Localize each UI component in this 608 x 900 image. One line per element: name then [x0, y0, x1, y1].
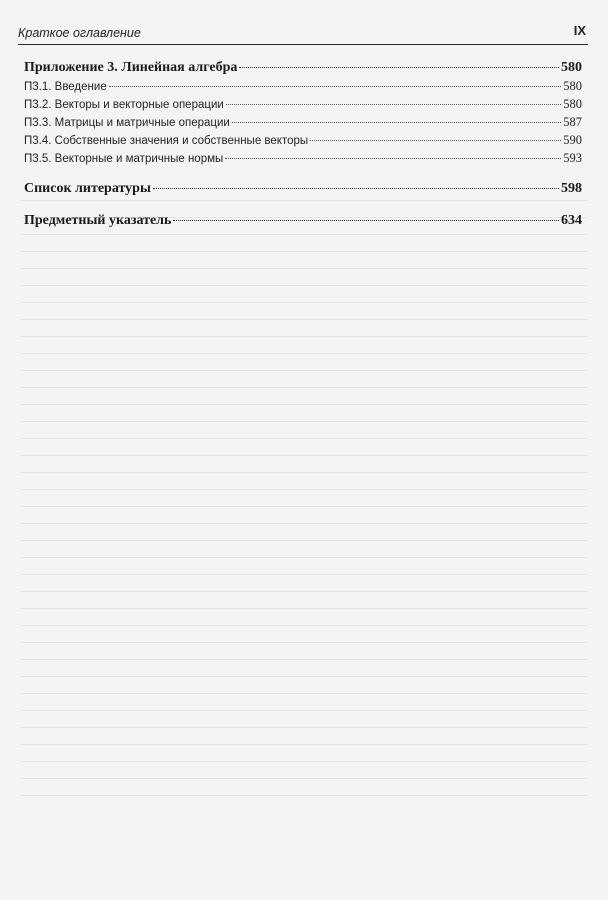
toc-entry-section[interactable]: [24, 96, 582, 114]
running-header: [18, 22, 588, 45]
toc-entry-section[interactable]: [24, 114, 582, 132]
toc-entry-label: П3.2. Векторы и векторные операции: [24, 99, 224, 111]
page-number: IX: [573, 23, 586, 38]
running-header-title: Краткое оглавление: [18, 26, 141, 40]
toc-entry-label: Предметный указатель: [24, 213, 172, 228]
dot-leader: [310, 140, 561, 141]
dot-leader: [109, 86, 562, 87]
toc-entry-page: 598: [561, 181, 582, 196]
dot-leader: [173, 220, 559, 221]
bleed-through-texture: [20, 200, 588, 860]
toc-entry-page: 580: [563, 79, 582, 93]
toc-entry-references[interactable]: [24, 178, 582, 200]
toc-entry-label: П3.5. Векторные и матричные нормы: [24, 153, 224, 165]
toc-entry-appendix[interactable]: [24, 58, 582, 78]
toc-entry-page: 593: [563, 151, 582, 165]
toc-entry-section[interactable]: [24, 150, 582, 168]
toc-entry-index[interactable]: [24, 210, 582, 232]
dot-leader: [239, 67, 559, 68]
toc-entry-label: П3.4. Собственные значения и собственные векторы: [24, 135, 309, 147]
toc-entry-section[interactable]: [24, 132, 582, 150]
toc-entry-page: 587: [563, 115, 582, 129]
dot-leader: [232, 122, 561, 123]
dot-leader: [153, 188, 559, 189]
toc-entry-label: Приложение 3. Линейная алгебра: [24, 60, 238, 75]
toc-entry-label: Список литературы: [24, 181, 151, 196]
toc-entry-label: П3.1. Введение: [24, 81, 107, 93]
toc-entry-section[interactable]: [24, 78, 582, 96]
toc-entry-label: П3.3. Матрицы и матричные операции: [24, 117, 230, 129]
toc-entry-page: 580: [561, 60, 582, 75]
table-of-contents: [24, 54, 582, 232]
toc-entry-page: 580: [563, 97, 582, 111]
toc-entry-page: 634: [561, 213, 582, 228]
dot-leader: [225, 158, 561, 159]
dot-leader: [226, 104, 561, 105]
toc-entry-page: 590: [563, 133, 582, 147]
